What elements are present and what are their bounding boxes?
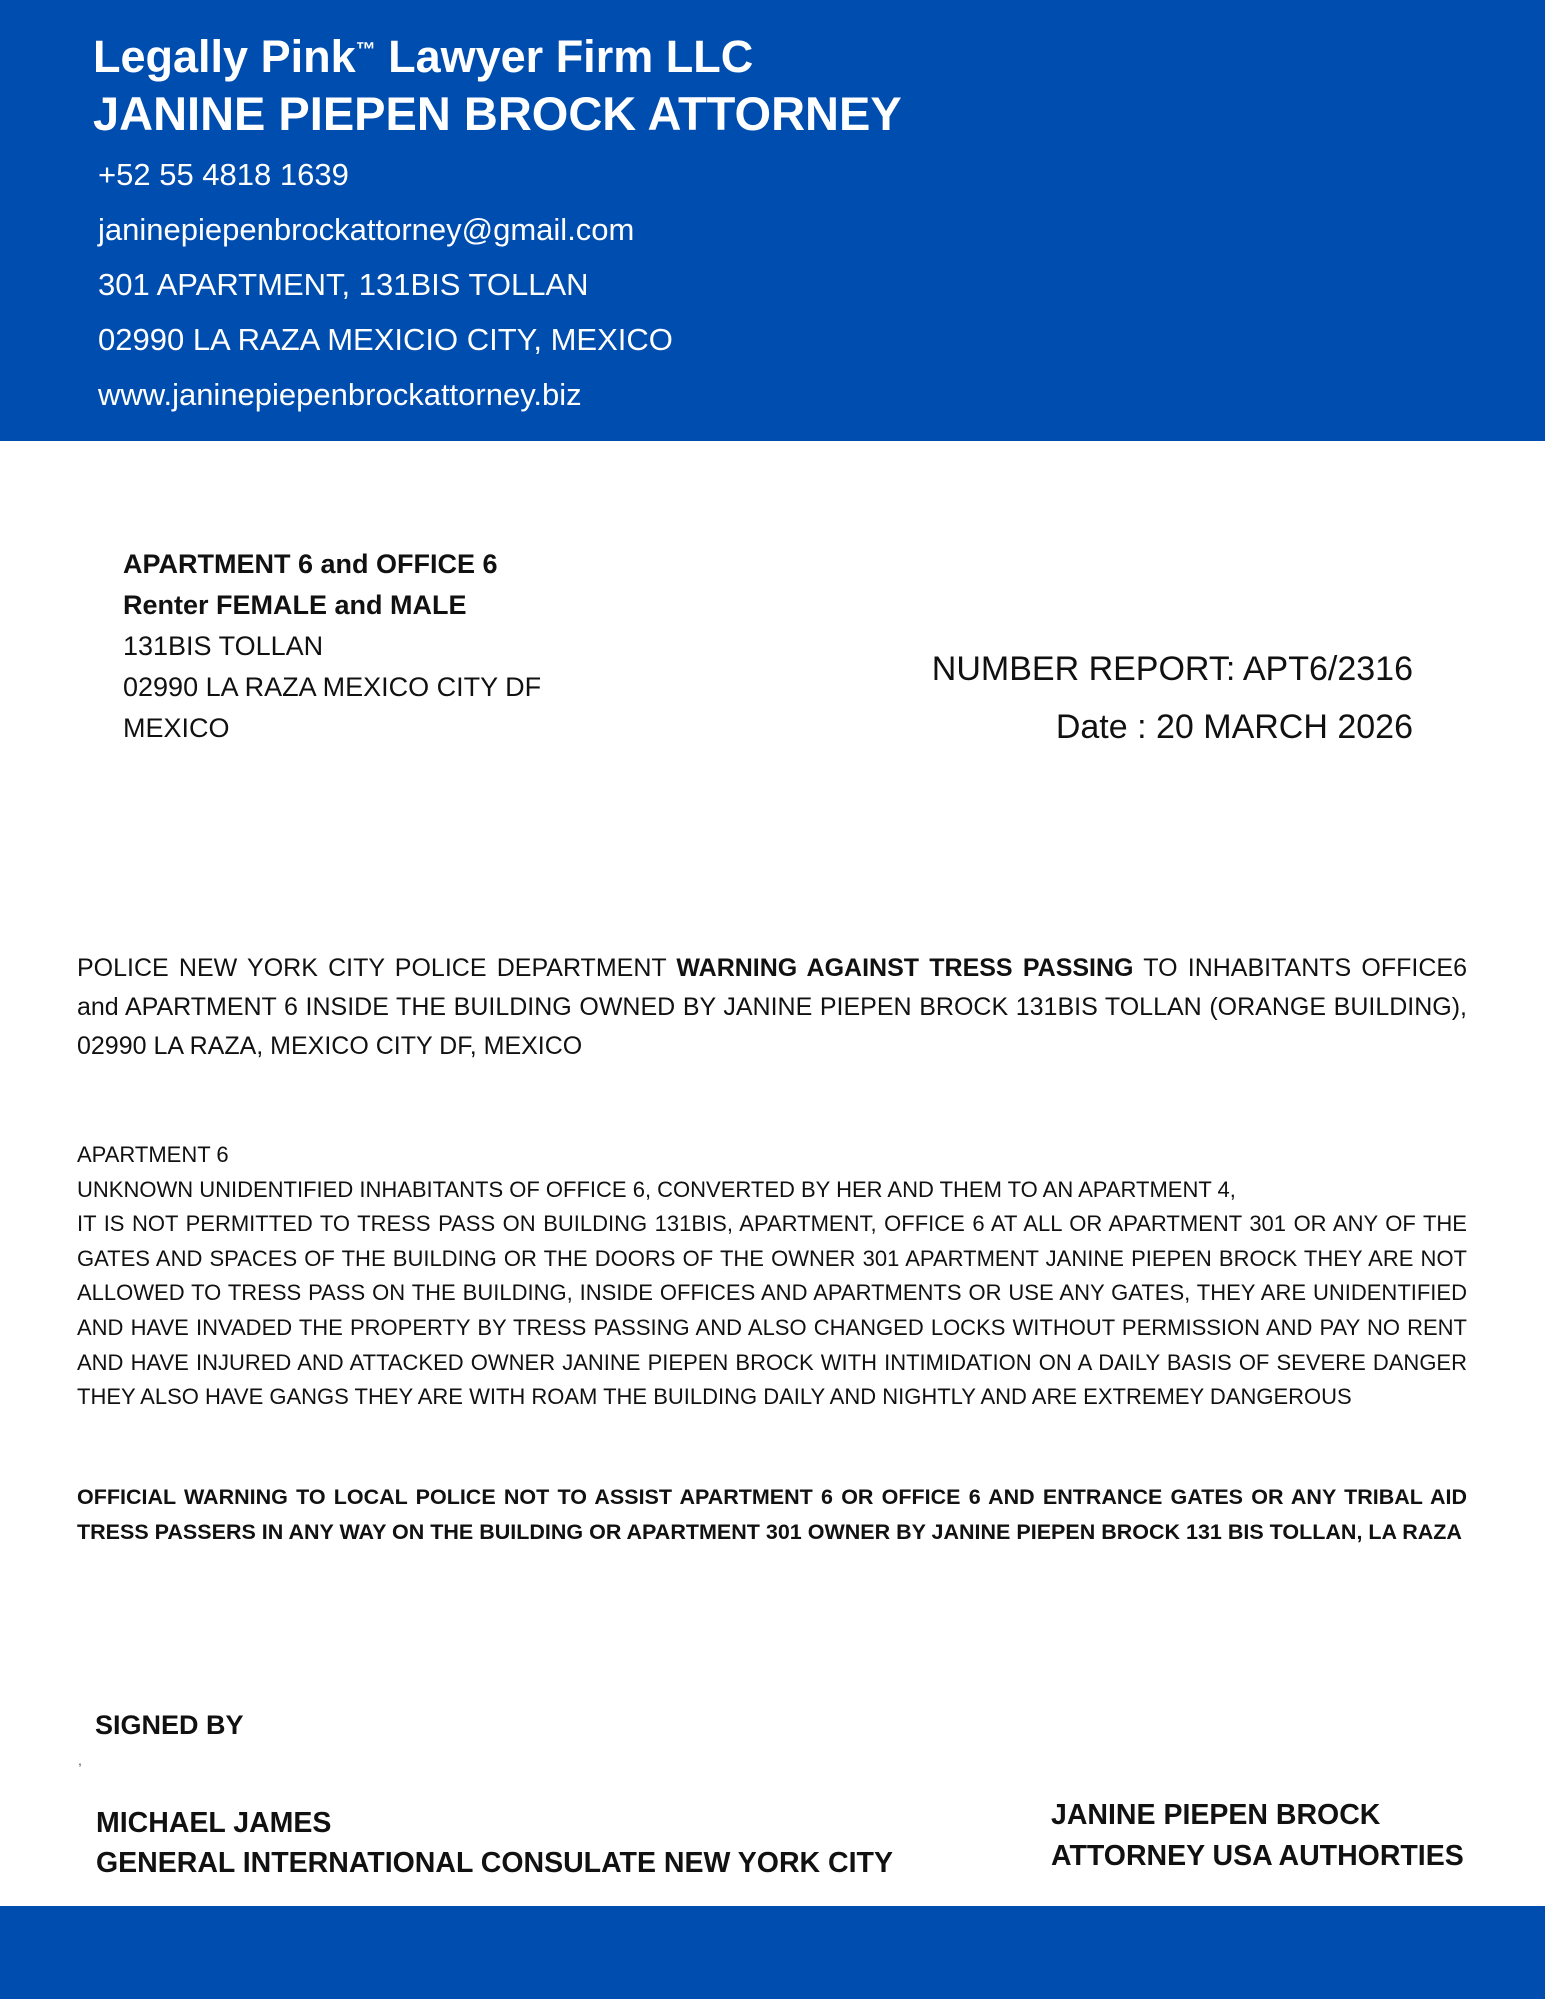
body-paragraph: IT IS NOT PERMITTED TO TRESS PASS ON BUILDING 131BIS, APARTMENT, OFFICE 6 AT ALL OR APARTMENT 301 OR ANY OF THE GATES AND SPACES OF THE BUILDING OR THE DOORS OF THE OWNER 301 APARTMENT JANINE PIEPEN BROCK THEY ARE NOT ALLOWED TO TRESS PASS ON THE BUILDING, INSIDE OFFICES AND APARTMENTS OR USE ANY GATES, THEY ARE UNIDENTIFIED AND HAVE INVADED THE PROPERTY BY TRESS PASSING AND ALSO CHANGED LOCKS WITHOUT PERMISSION AND PAY NO RENT AND HAVE INJURED AND ATTACKED OWNER JANINE PIEPEN BROCK WITH INTIMIDATION ON A DAILY BASIS OF SEVERE DANGER THEY ALSO HAVE GANGS THEY ARE WITH ROAM THE BUILDING DAILY AND NIGHTLY AND ARE EXTREMEY DANGEROUS xyxy=(77,1211,1467,1410)
intro-prefix: POLICE NEW YORK CITY POLICE DEPARTMENT xyxy=(77,954,677,982)
signer-left-title: GENERAL INTERNATIONAL CONSULATE NEW YORK CITY xyxy=(96,1847,893,1879)
firm-name-suffix: Lawyer Firm LLC xyxy=(375,31,754,82)
recipient-line-2: Renter FEMALE and MALE xyxy=(123,590,467,620)
firm-name xyxy=(93,30,753,84)
signer-right-title: ATTORNEY USA AUTHORTIES xyxy=(1051,1840,1464,1872)
recipient-block xyxy=(123,544,541,749)
intro-suffix: TO INHABITANTS OFFICE6 and APARTMENT 6 INSIDE THE BUILDING OWNED BY JANINE PIEPEN BROCK 131BIS TOLLAN (ORANGE BUILDING), 02990 LA RAZA, MEXICO CITY DF, MEXICO xyxy=(77,954,1467,1060)
address-line-1: 301 APARTMENT, 131BIS TOLLAN xyxy=(98,267,589,302)
body-heading: APARTMENT 6 xyxy=(77,1142,229,1167)
recipient-line-3: 131BIS TOLLAN xyxy=(123,631,324,661)
trademark-symbol: ™ xyxy=(355,39,376,61)
body-section xyxy=(77,1138,1467,1415)
signed-by-label: SIGNED BY xyxy=(95,1710,244,1740)
official-warning: OFFICIAL WARNING TO LOCAL POLICE NOT TO ASSIST APARTMENT 6 OR OFFICE 6 AND ENTRANCE GATES OR ANY TRIBAL AID TRESS PASSERS IN ANY WAY ON THE BUILDING OR APARTMENT 301 OWNER BY JANINE PIEPEN BROCK 131 BIS TOLLAN, LA RAZA xyxy=(77,1485,1467,1544)
recipient-line-5: MEXICO xyxy=(123,713,230,743)
address-line-2: 02990 LA RAZA MEXICIO CITY, MEXICO xyxy=(98,322,673,357)
intro-warning-title: WARNING AGAINST TRESS PASSING xyxy=(676,954,1134,982)
signature-mark: , xyxy=(78,1752,82,1768)
signer-left xyxy=(96,1803,893,1883)
phone-number: +52 55 4818 1639 xyxy=(98,157,349,192)
recipient-line-4: 02990 LA RAZA MEXICO CITY DF xyxy=(123,672,542,702)
website: www.janinepiepenbrockattorney.biz xyxy=(98,377,582,412)
email-address: janinepiepenbrockattorney@gmail.com xyxy=(98,212,635,247)
firm-name-main: Legally Pink xyxy=(93,31,356,82)
body-line-1: UNKNOWN UNIDENTIFIED INHABITANTS OF OFFICE 6, CONVERTED BY HER AND THEM TO AN APARTMENT 4, xyxy=(77,1176,1236,1202)
recipient-line-1: APARTMENT 6 and OFFICE 6 xyxy=(123,549,498,579)
signer-left-name: MICHAEL JAMES xyxy=(96,1807,332,1839)
report-date: Date : 20 MARCH 2026 xyxy=(1055,708,1413,746)
report-info xyxy=(932,640,1413,756)
intro-paragraph xyxy=(77,949,1467,1066)
attorney-name: JANINE PIEPEN BROCK ATTORNEY xyxy=(93,87,902,140)
signer-right-name: JANINE PIEPEN BROCK xyxy=(1051,1799,1381,1831)
footer-banner xyxy=(0,1906,1545,1999)
report-number: NUMBER REPORT: APT6/2316 xyxy=(931,650,1413,688)
signer-right xyxy=(1051,1795,1464,1877)
letterhead-banner xyxy=(0,0,1545,441)
